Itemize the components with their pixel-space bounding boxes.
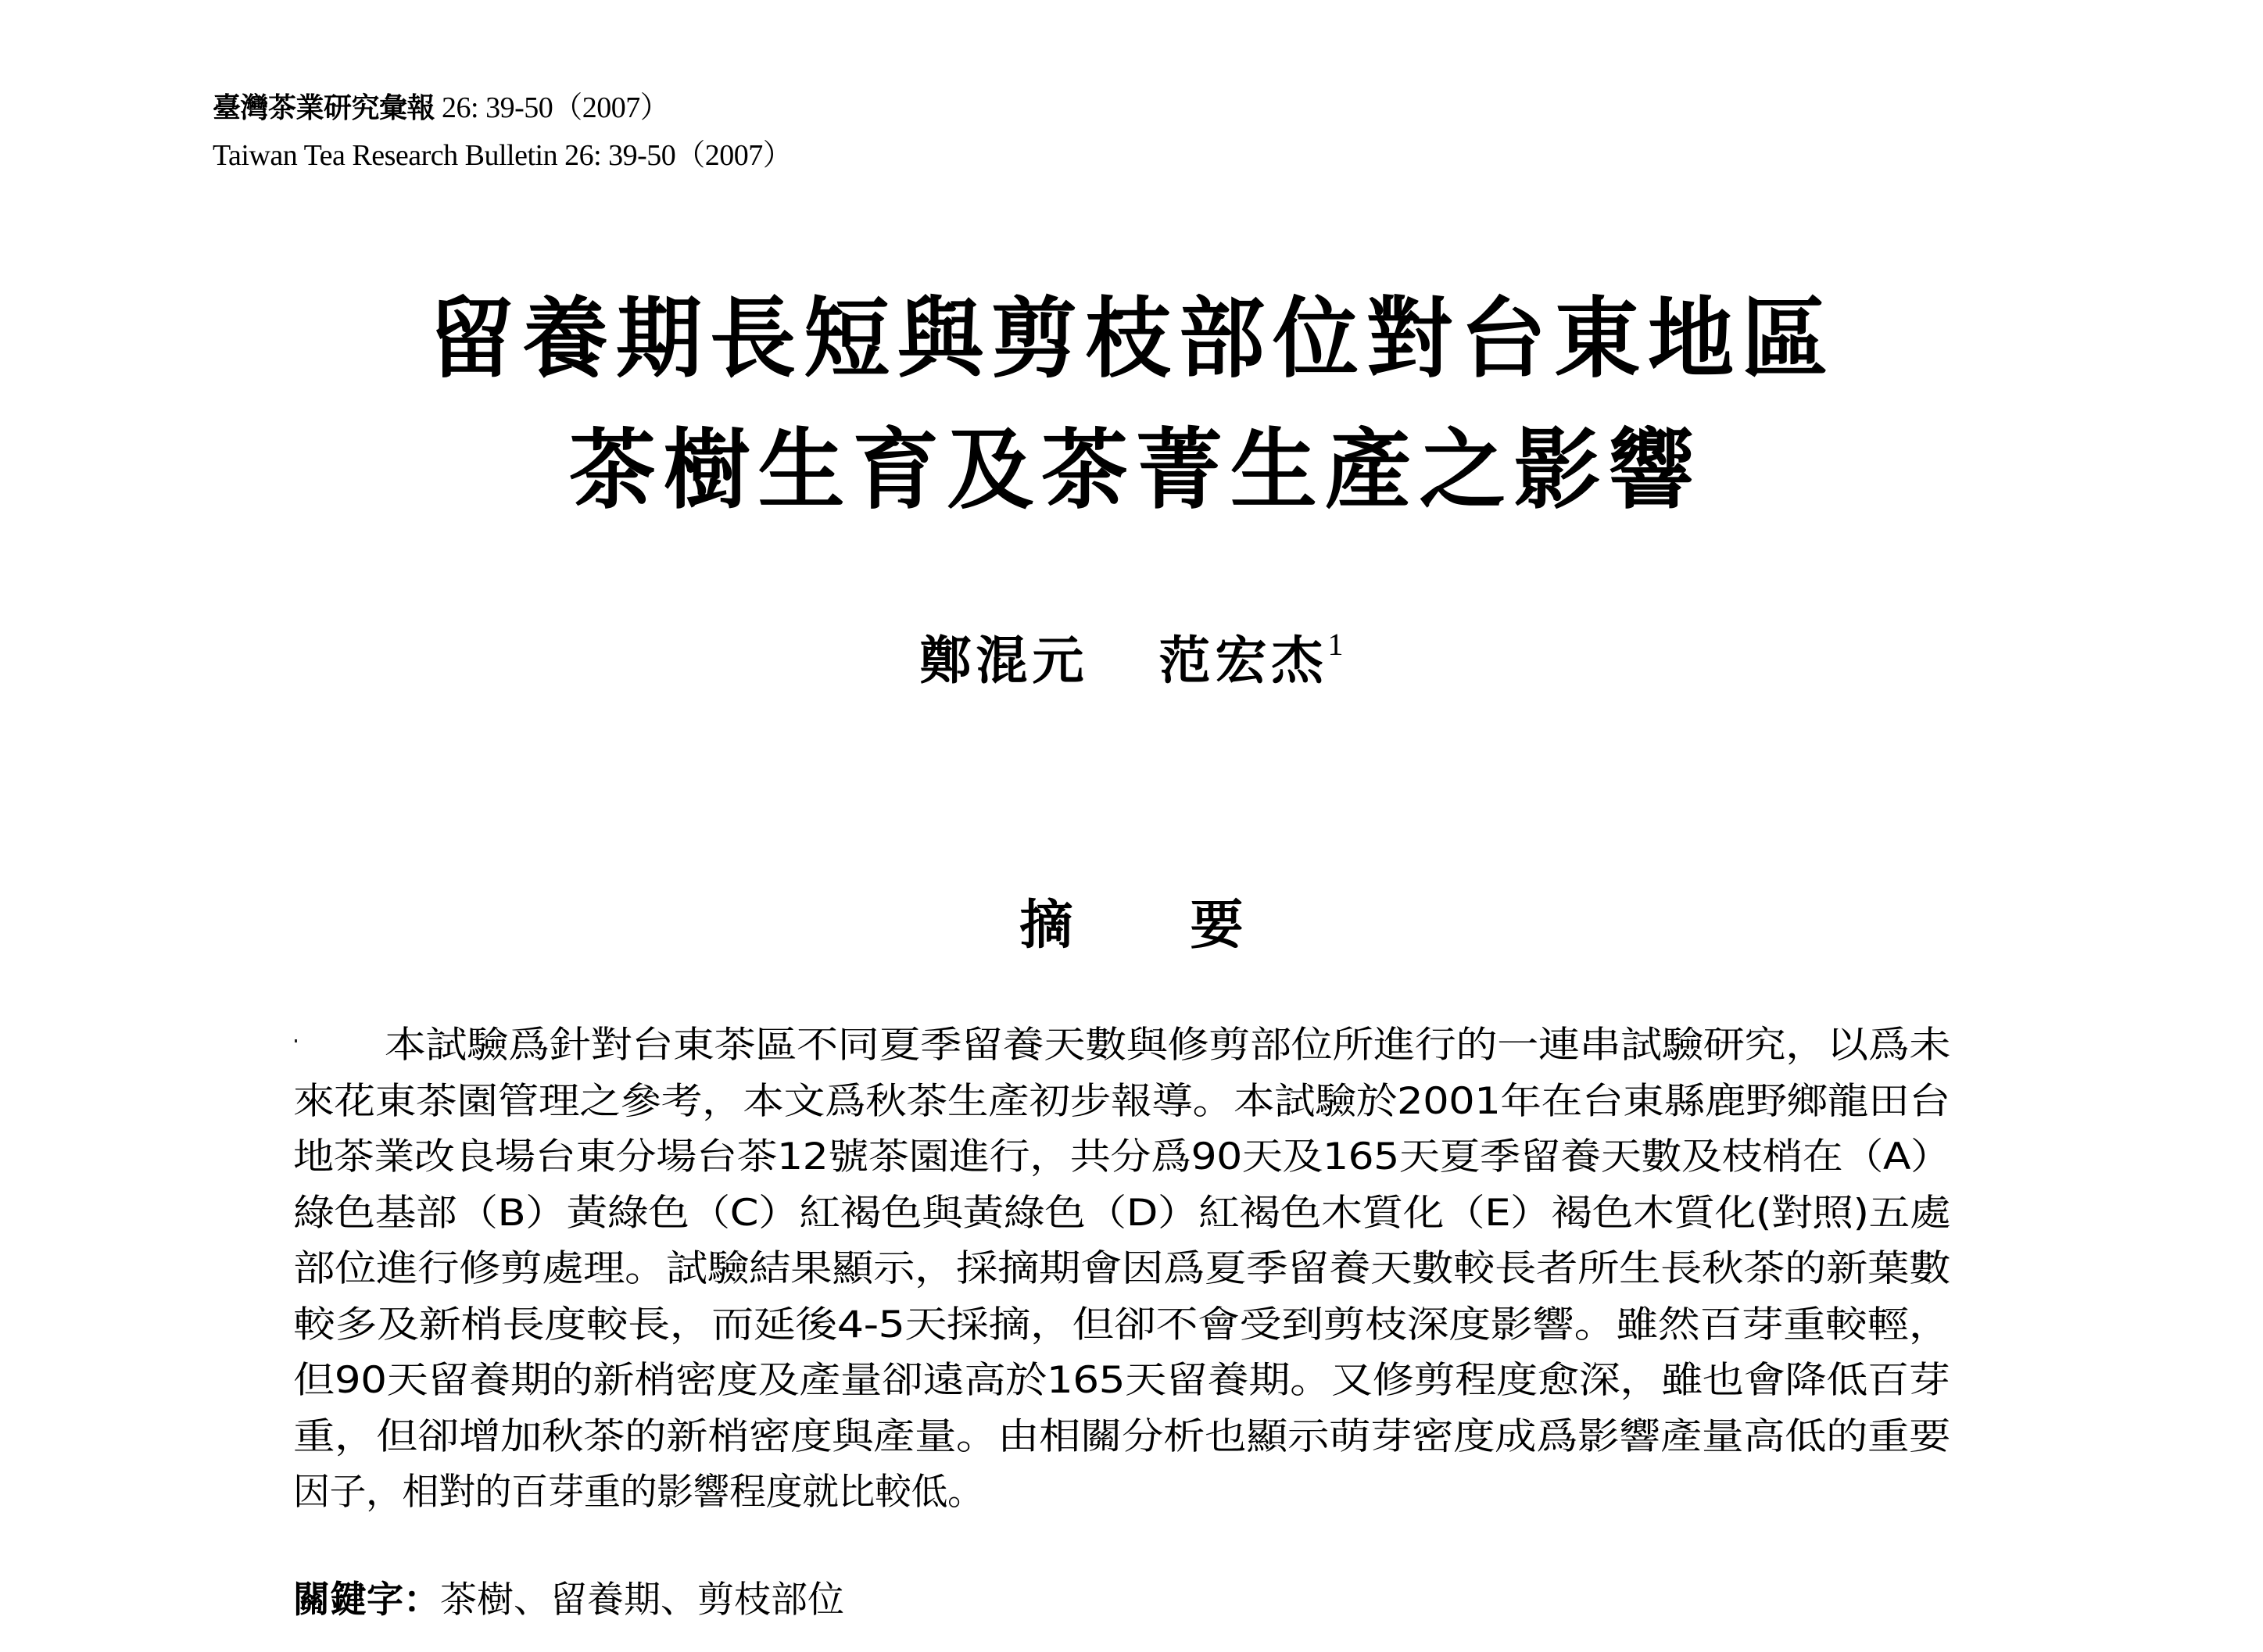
abstract-line xyxy=(293,1297,1950,1353)
abstract-line-text: 來花東茶園管理之參考，本文爲秋茶生產初步報導。本試驗於2001年在台東縣鹿野鄉龍田台 xyxy=(293,1079,1950,1123)
abstract-line xyxy=(293,1017,1950,1074)
abstract-line xyxy=(293,1409,1950,1465)
abstract-body xyxy=(293,1017,1950,1521)
abstract-line xyxy=(293,1464,1950,1521)
journal-name-cn: 臺灣茶業研究彙報 xyxy=(213,92,435,124)
abstract-line-text: 因子，相對的百芽重的影響程度就比較低。 xyxy=(293,1471,984,1514)
keywords-value: 茶樹、留養期、剪枝部位 xyxy=(440,1579,844,1622)
abstract-line-text: 本試驗爲針對台東茶區不同夏季留養天數與修剪部位所進行的一連串試驗研究，以爲未 xyxy=(384,1024,1951,1067)
author-1: 鄭混元 xyxy=(919,630,1089,691)
abstract-line xyxy=(293,1353,1950,1409)
journal-citation-cn xyxy=(213,84,792,132)
abstract-line-text: 綠色基部（B）黃綠色（C）紅褐色與黃綠色（D）紅褐色木質化（E）褐色木質化(對照)五處 xyxy=(293,1191,1951,1235)
journal-citation-numbers: 26: 39-50（2007） xyxy=(435,91,670,124)
abstract-line-text: 重，但卻增加秋茶的新梢密度與產量。由相關分析也顯示萌芽密度成爲影響產量高低的重要 xyxy=(293,1414,1950,1458)
keywords-label: 關鍵字： xyxy=(293,1579,440,1622)
abstract-line xyxy=(293,1185,1950,1242)
abstract-heading-char-1: 摘 xyxy=(1019,895,1073,957)
running-header xyxy=(213,84,792,179)
author-2-affiliation-mark: 1 xyxy=(1327,627,1344,662)
abstract-line-text: 但90天留養期的新梢密度及產量卻遠高於165天留養期。又修剪程度愈深，雖也會降低百芽 xyxy=(293,1359,1950,1402)
abstract-line xyxy=(293,1074,1950,1130)
abstract-line xyxy=(293,1241,1950,1297)
title-line-2: 茶樹生育及茶菁生產之影響 xyxy=(568,419,1703,521)
abstract-line-text: 部位進行修剪處理。試驗結果顯示，採摘期會因爲夏季留養天數較長者所生長秋茶的新葉數 xyxy=(293,1247,1950,1290)
abstract-line-text: 地茶業改良場台東分場台茶12號茶園進行，共分爲90天及165天夏季留養天數及枝梢在（A） xyxy=(293,1135,1951,1178)
author-2: 范宏杰 xyxy=(1158,630,1328,691)
abstract-line xyxy=(293,1129,1950,1185)
abstract-heading-char-2: 要 xyxy=(1190,895,1244,957)
title-line-1: 留養期長短與剪枝部位對台東地區 xyxy=(428,288,1835,390)
keywords xyxy=(293,1577,844,1624)
journal-citation-en: Taiwan Tea Research Bulletin 26: 39-50（2007） xyxy=(213,139,793,172)
paper-title xyxy=(0,274,2263,536)
abstract-line-text: 較多及新梢長度較長，而延後4-5天採摘，但卻不會受到剪枝深度影響。雖然百芽重較輕， xyxy=(293,1303,1951,1346)
abstract-heading xyxy=(0,887,2263,965)
author-list xyxy=(0,621,2263,699)
